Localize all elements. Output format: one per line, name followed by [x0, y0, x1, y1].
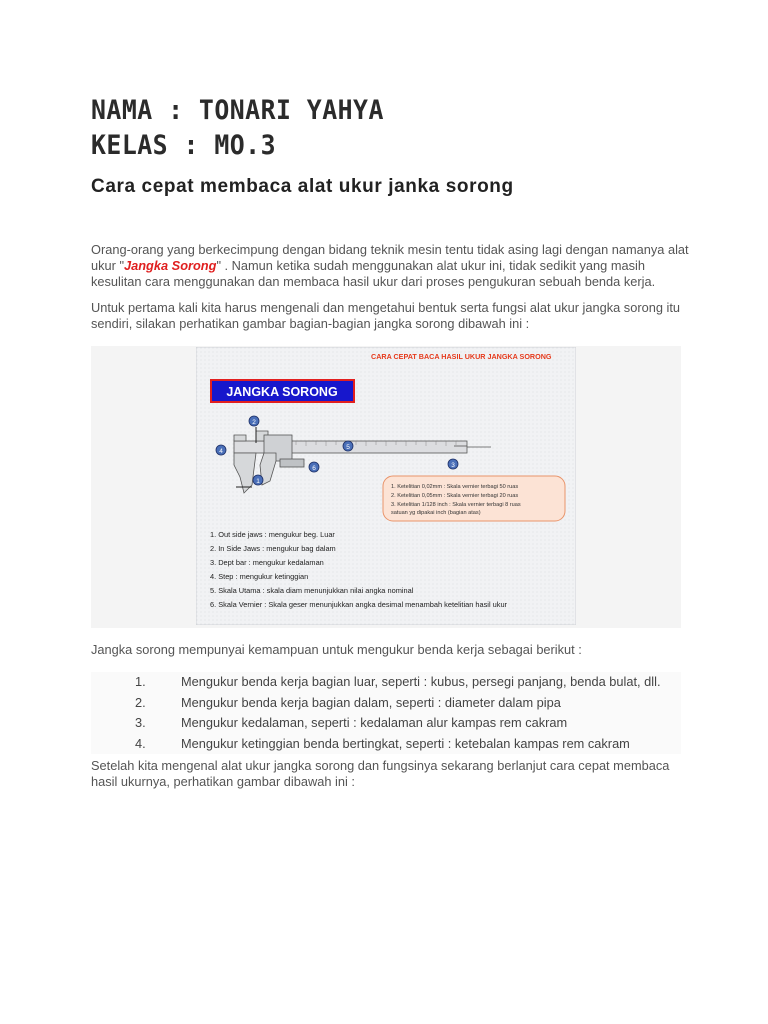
list-item-text: Mengukur kedalaman, seperti : kedalaman alur kampas rem cakram: [181, 715, 568, 730]
paragraph-parts-intro: Untuk pertama kali kita harus mengenali dan mengetahui bentuk serta fungsi alat ukur jangka sorong itu sendiri, silakan perhatikan gambar bagian-bagian jangka sorong dibawah ini :: [91, 300, 681, 331]
figure-title: JANGKA SORONG: [226, 385, 338, 399]
part-line-4: 4. Step : mengukur ketinggian: [210, 572, 309, 581]
callout-4-label: 4: [219, 448, 223, 455]
list-item-number: 2.: [135, 694, 146, 710]
callout-6-label: 6: [312, 465, 316, 472]
list-item-text: Mengukur benda kerja bagian luar, seperti : kubus, persegi panjang, benda bulat, dll.: [181, 674, 661, 689]
list-item: [91, 734, 681, 755]
student-class: KELAS : MO.3: [91, 130, 276, 161]
document-title: Cara cepat membaca alat ukur janka sorong: [91, 176, 514, 197]
caliper-figure: [196, 347, 576, 625]
part-line-3: 3. Dept bar : mengukur kedalaman: [210, 558, 324, 567]
highlight-term: Jangka Sorong: [124, 258, 217, 273]
accuracy-line-4: satuan yg dipakai inch (bagian atas): [391, 510, 481, 516]
part-line-1: 1. Out side jaws : mengukur beg. Luar: [210, 530, 335, 539]
accuracy-line-2: 2. Ketelitian 0,05mm : Skala vernier terbagi 20 ruas: [391, 493, 519, 499]
paragraph-capabilities-intro: Jangka sorong mempunyai kemampuan untuk mengukur benda kerja sebagai berikut :: [91, 642, 582, 657]
part-line-2: 2. In Side Jaws : mengukur bag dalam: [210, 544, 336, 553]
paragraph-reading-intro: Setelah kita mengenal alat ukur jangka sorong dan fungsinya sekarang berlanjut cara cepat membaca hasil ukurnya, perhatikan gambar dibawah ini :: [91, 758, 670, 789]
list-item-number: 1.: [135, 674, 146, 689]
callout-5-label: 5: [346, 444, 350, 451]
part-line-5: 5. Skala Utama : skala diam menunjukkan nilai angka nominal: [210, 586, 414, 595]
figure-banner: CARA CEPAT BACA HASIL UKUR JANGKA SORONG: [371, 352, 552, 361]
list-item: [91, 693, 681, 714]
list-item-text: Mengukur benda kerja bagian dalam, seperti : diameter dalam pipa: [181, 694, 561, 710]
callout-1-label: 1: [256, 478, 260, 485]
intro-text-2: " . Namun ketika sudah menggunakan alat ukur ini, tidak sedikit yang masih kesulitan cara menggunakan dan membaca hasil ukur dari proses pengukuran sebuah benda kerja.: [91, 258, 656, 289]
list-item: [91, 713, 681, 734]
student-name: NAMA : TONARI YAHYA: [91, 95, 384, 126]
accuracy-line-3: 3. Ketelitian 1/128 inch : Skala vernier terbagi 8 ruas: [391, 502, 521, 508]
callout-3-label: 3: [451, 462, 455, 469]
callout-2-label: 2: [252, 419, 256, 426]
intro-paragraph: [91, 242, 691, 290]
capabilities-list: [91, 672, 681, 754]
part-line-6: 6. Skala Vernier : Skala geser menunjukkan angka desimal menambah ketelitian hasil ukur: [210, 600, 508, 609]
list-item: [91, 672, 681, 693]
list-item-text: Mengukur ketinggian benda bertingkat, seperti : ketebalan kampas rem cakram: [181, 735, 630, 751]
intro-text-1: Orang-orang yang berkecimpung dengan bidang teknik mesin tentu tidak asing lagi dengan namanya alat ukur ": [91, 242, 689, 273]
list-item-number: 4.: [135, 735, 146, 751]
accuracy-line-1: 1. Ketelitian 0,02mm : Skala vernier terbagi 50 ruas: [391, 484, 519, 490]
list-item-number: 3.: [135, 715, 146, 730]
